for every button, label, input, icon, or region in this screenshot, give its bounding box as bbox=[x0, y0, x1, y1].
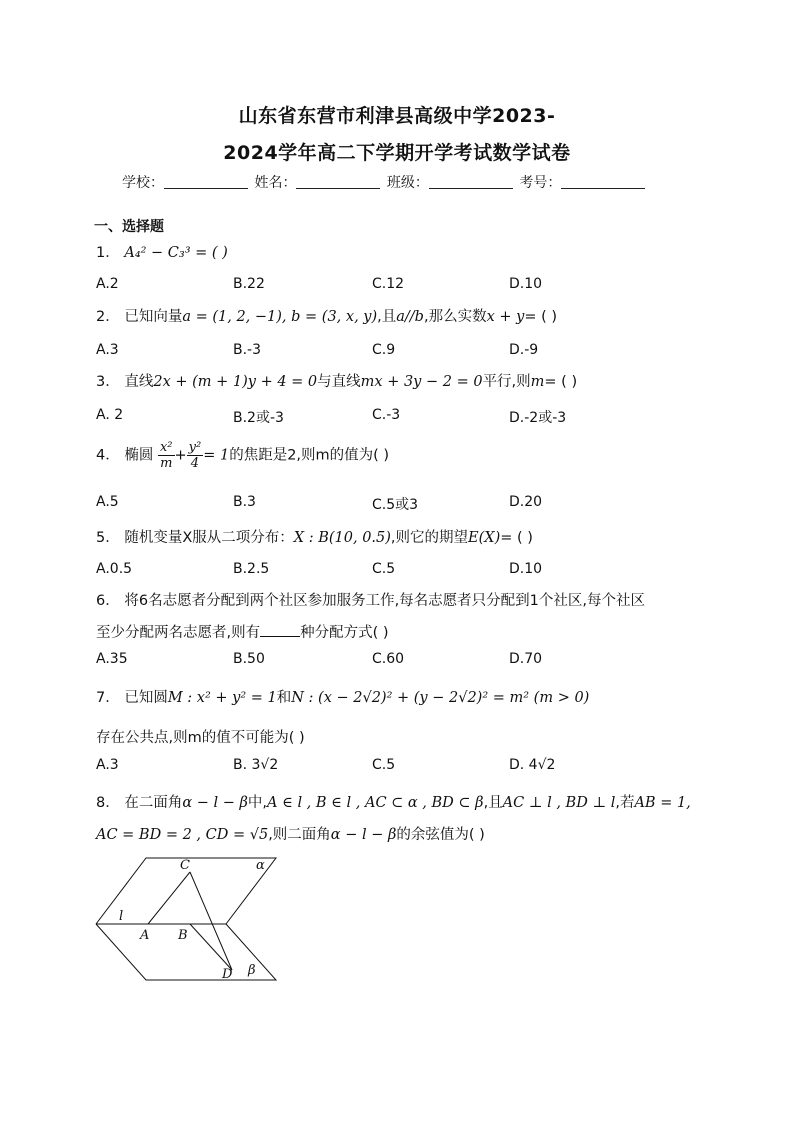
question-6 bbox=[96, 589, 645, 610]
option-b[interactable]: B. 3√2 bbox=[233, 757, 279, 773]
segment-ac bbox=[148, 872, 190, 924]
question-stem: A₄² − C₃³ = ( ) bbox=[124, 245, 228, 261]
stem-math: E(X) bbox=[468, 530, 501, 546]
question-8 bbox=[96, 791, 691, 812]
plus-sign: + bbox=[174, 447, 187, 464]
stem-text: 的焦距是2,则m的值为( ) bbox=[229, 447, 390, 464]
question-number: 2． bbox=[96, 309, 120, 325]
question-2 bbox=[96, 305, 557, 326]
question-number: 4． bbox=[96, 447, 120, 464]
stem-text: ,若 bbox=[615, 795, 635, 811]
stem-text: 已知圆 bbox=[124, 690, 168, 706]
option-d[interactable]: D.70 bbox=[509, 651, 543, 667]
exam-number-label: 考号： bbox=[519, 175, 562, 191]
option-d[interactable]: D. 4√2 bbox=[509, 757, 556, 773]
option-d[interactable]: D.-2或-3 bbox=[509, 410, 567, 426]
question-number: 5． bbox=[96, 530, 120, 546]
segment-cd bbox=[190, 872, 232, 970]
stem-text: = ( ) bbox=[500, 530, 533, 546]
option-b[interactable]: B.3 bbox=[233, 494, 256, 510]
option-c[interactable]: C.5 bbox=[372, 561, 396, 577]
stem-math: α − l − β bbox=[330, 827, 397, 843]
question-number: 6． bbox=[96, 593, 120, 609]
stem-text: 存在公共点,则m的值不可能为( ) bbox=[96, 730, 305, 746]
stem-math: AC ⊥ l , BD ⊥ l bbox=[502, 795, 616, 811]
stem-text: = ( ) bbox=[544, 374, 578, 390]
stem-text: 随机变量X服从二项分布： bbox=[124, 530, 294, 546]
class-blank[interactable] bbox=[429, 174, 513, 189]
option-b[interactable]: B.50 bbox=[233, 651, 265, 667]
name-label: 姓名： bbox=[254, 175, 297, 191]
stem-math: M : x² + y² = 1 bbox=[167, 690, 277, 706]
option-a[interactable]: A.35 bbox=[96, 651, 128, 667]
question-7-line2 bbox=[96, 726, 305, 747]
label-alpha: α bbox=[256, 858, 265, 873]
stem-text: 与直线 bbox=[317, 374, 361, 390]
option-b[interactable]: B.22 bbox=[233, 276, 265, 292]
fraction-x2-over-m: $\frac{\text{x²}}{m}$ bbox=[159, 440, 173, 471]
question-number: 1． bbox=[96, 245, 120, 261]
answer-blank[interactable] bbox=[260, 624, 300, 637]
option-a[interactable]: A.3 bbox=[96, 757, 119, 773]
stem-math: a = (1, 2, −1), b = (3, x, y) bbox=[182, 309, 378, 325]
label-beta: β bbox=[248, 963, 256, 978]
dihedral-angle-figure bbox=[92, 852, 282, 987]
option-a[interactable]: A.0.5 bbox=[96, 561, 133, 577]
question-8-line2 bbox=[96, 823, 485, 844]
name-blank[interactable] bbox=[296, 174, 380, 189]
stem-text: 的余弦值为( ) bbox=[396, 827, 485, 843]
option-c[interactable]: C.60 bbox=[372, 651, 405, 667]
fraction-y2-over-4: $\frac{\text{y²}}{4}$ bbox=[188, 440, 202, 471]
stem-math: AC = BD = 2 , CD = √5 bbox=[96, 827, 269, 843]
stem-text: 直线 bbox=[124, 374, 154, 390]
segment-bd bbox=[190, 924, 232, 970]
stem-math: m bbox=[530, 374, 545, 390]
question-7 bbox=[96, 686, 589, 707]
option-c[interactable]: C.12 bbox=[372, 276, 405, 292]
option-d[interactable]: D.10 bbox=[509, 561, 543, 577]
stem-math: X : B(10, 0.5) bbox=[293, 530, 391, 546]
option-d[interactable]: D.10 bbox=[509, 276, 543, 292]
stem-text: 已知向量 bbox=[124, 309, 183, 325]
exam-title-line2: 2024学年高二下学期开学考试数学试卷 bbox=[223, 142, 571, 164]
stem-text: 和 bbox=[276, 690, 292, 706]
stem-text: = ( ) bbox=[524, 309, 558, 325]
label-b: B bbox=[178, 928, 188, 943]
stem-text: 种分配方式( ) bbox=[300, 625, 389, 641]
question-5 bbox=[96, 526, 533, 547]
option-c[interactable]: C.-3 bbox=[372, 407, 401, 423]
option-b[interactable]: B.2或-3 bbox=[233, 410, 284, 426]
equals-one: = 1 bbox=[203, 447, 230, 464]
stem-text: 椭圆 bbox=[124, 447, 154, 464]
stem-math: α − l − β bbox=[182, 795, 248, 811]
option-a[interactable]: A.3 bbox=[96, 342, 119, 358]
stem-math: AB = 1, bbox=[634, 795, 691, 811]
question-6-line2 bbox=[96, 621, 389, 642]
option-a[interactable]: A.5 bbox=[96, 494, 119, 510]
label-a: A bbox=[140, 928, 150, 943]
stem-text: 平行,则 bbox=[482, 374, 531, 390]
option-b[interactable]: B.-3 bbox=[233, 342, 262, 358]
question-number: 7． bbox=[96, 690, 120, 706]
stem-math: a//b bbox=[396, 309, 424, 325]
section-title: 一、选择题 bbox=[94, 219, 164, 235]
stem-math: mx + 3y − 2 = 0 bbox=[360, 374, 483, 390]
stem-math: 2x + (m + 1)y + 4 = 0 bbox=[153, 374, 318, 390]
option-d[interactable]: D.20 bbox=[509, 494, 543, 510]
stem-text: 将6名志愿者分配到两个社区参加服务工作,每名志愿者只分配到1个社区,每个社区 bbox=[124, 593, 646, 609]
stem-text: ,且 bbox=[483, 795, 503, 811]
stem-text: ,则二面角 bbox=[268, 827, 331, 843]
option-c[interactable]: C.5 bbox=[372, 757, 396, 773]
label-l: l bbox=[119, 909, 124, 924]
stem-math: A ∈ l , B ∈ l , AC ⊂ α , BD ⊂ β bbox=[267, 795, 484, 811]
stem-math: x + y bbox=[486, 309, 525, 325]
question-number: 3． bbox=[96, 374, 120, 390]
exam-number-blank[interactable] bbox=[561, 174, 645, 189]
stem-text: ,则它的期望 bbox=[390, 530, 469, 546]
stem-text: ,且 bbox=[377, 309, 397, 325]
option-a[interactable]: A. 2 bbox=[96, 407, 124, 423]
class-label: 班级： bbox=[386, 175, 429, 191]
option-a[interactable]: A.2 bbox=[96, 276, 119, 292]
option-d[interactable]: D.-9 bbox=[509, 342, 539, 358]
stem-text: 至少分配两名志愿者,则有 bbox=[96, 625, 261, 641]
stem-math: N : (x − 2√2)² + (y − 2√2)² = m² (m > 0) bbox=[291, 690, 590, 706]
label-c: C bbox=[180, 858, 190, 873]
school-blank[interactable] bbox=[164, 174, 248, 189]
question-3 bbox=[96, 370, 577, 391]
stem-text: ,那么实数 bbox=[423, 309, 487, 325]
label-d: D bbox=[222, 967, 233, 982]
stem-text: 在二面角 bbox=[124, 795, 183, 811]
stem-text: 中, bbox=[247, 795, 268, 811]
school-label: 学校： bbox=[122, 175, 164, 191]
question-4 bbox=[96, 440, 389, 471]
question-1 bbox=[96, 241, 228, 262]
question-number: 8． bbox=[96, 795, 120, 811]
student-info-row bbox=[122, 172, 647, 192]
option-b[interactable]: B.2.5 bbox=[233, 561, 270, 577]
exam-title-line1: 山东省东营市利津县高级中学2023- bbox=[238, 105, 556, 127]
option-c[interactable]: C.5或3 bbox=[372, 497, 419, 513]
option-c[interactable]: C.9 bbox=[372, 342, 396, 358]
